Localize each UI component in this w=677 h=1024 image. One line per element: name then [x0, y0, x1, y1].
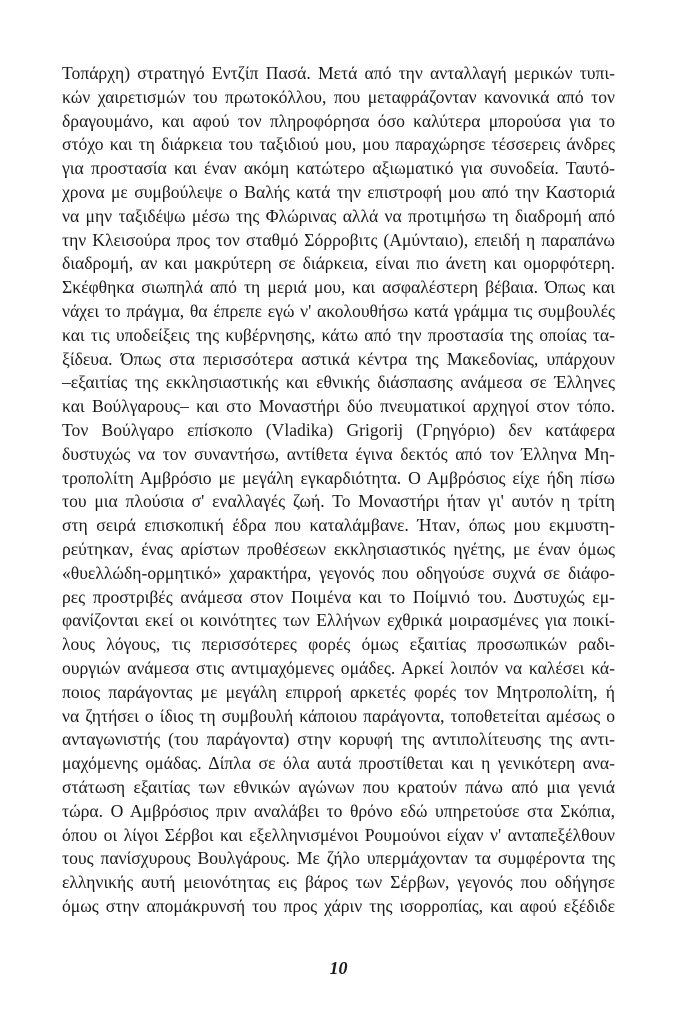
text-line: τροπολίτη Αμβρόσιο με μεγάλη εγκαρδιότητα. Ο Αμβρόσιος είχε ήδη πίσω [62, 467, 615, 488]
text-line: όπου οι λίγοι Σέρβοι και εξελληνισμένοι Ρουμούνοι είχαν ν' ανταπεξέλθουν [62, 824, 615, 845]
text-line: φανίζονται εκεί οι κοινότητες των Ελλήνων εχθρικά μοιρασμένες για ποικί- [62, 610, 615, 631]
text-line: νάχει το πράγμα, θα έπρεπε εγώ ν' ακολουθήσω κατά γράμμα τις συμβουλές [62, 300, 615, 321]
page-number: 10 [329, 958, 348, 978]
text-line: όμως στην απομάκρυνσή του προς χάριν της ισορροπίας, και αφού εξέδιδε [62, 895, 615, 916]
body-text [62, 62, 615, 919]
text-line: «θυελλώδη-ορμητικό» χαρακτήρα, γεγονός που οδηγούσε συχνά σε διάφο- [62, 562, 615, 583]
text-line: χρονα με συμβούλεψε ο Βαλής κατά την επιστροφή μου από την Καστοριά [62, 181, 615, 202]
text-line: λους λόγους, τις περισσότερες φορές όμως εξαιτίας προσωπικών ραδι- [62, 634, 615, 655]
text-line: τους πανίσχυρους Βουλγάρους. Με ζήλο υπερμάχονταν τα συμφέροντα της [62, 848, 615, 869]
text-line: ανταγωνιστής (του παράγοντα) στην κορυφή της αντιπολίτευσης της αντι- [62, 729, 615, 750]
text-line: και τις υποδείξεις της κυβέρνησης, κάτω από την προστασία της οποίας τα- [62, 324, 615, 345]
text-line: δυστυχώς να τον συναντήσω, αντίθετα έγινα δεκτός από τον Έλληνα Μη- [62, 443, 615, 464]
text-line: δραγουμάνο, και αφού τον πληροφόρησα όσο καλύτερα μπορούσα για το [62, 110, 615, 131]
text-line: ξίδευα. Όπως στα περισσότερα αστικά κέντρα της Μακεδονίας, υπάρχουν [62, 348, 615, 369]
text-line: κών χαιρετισμών του πρωτοκόλλου, που μεταφράζονταν κανονικά από τον [62, 86, 615, 107]
text-line: και Βούλγαρους– και στο Μοναστήρι δύο πνευματικοί αρχηγοί στον τόπο. [62, 396, 615, 417]
text-line: να ζητήσει ο ίδιος τη συμβουλή κάποιου παράγοντα, τοποθετείται αμέσως ο [62, 705, 615, 726]
text-line: στη σειρά επισκοπική έδρα που καταλάμβανε. Ήταν, όπως μου εκμυστη- [62, 515, 615, 536]
text-line: ρες προστριβές ανάμεσα στον Ποιμένα και το Ποίμνιό του. Δυστυχώς εμ- [62, 586, 615, 607]
text-line: Σκέφθηκα σιωπηλά από τη μεριά μου, και ασφαλέστερη βέβαια. Όπως και [62, 277, 615, 298]
text-line: για προστασία και έναν ακόμη κατώτερο αξιωματικό για συνοδεία. Ταυτό- [62, 158, 615, 179]
text-line: στόχο και τη διάρκεια του ταξιδιού μου, μου παραχώρησε τέσσερεις άνδρες [62, 134, 615, 155]
text-line: ελληνικής αυτή μειονότητας εις βάρος των Σέρβων, γεγονός που οδήγησε [62, 872, 615, 893]
text-line: ρεύτηκαν, ένας αρίστων προθέσεων εκκλησιαστικός ηγέτης, με έναν όμως [62, 538, 615, 559]
text-line: ποιος παράγοντας με μεγάλη επιρροή αρκετές φορές τον Μητροπολίτη, ή [62, 681, 615, 702]
text-line: ουργιών ανάμεσα στις αντιμαχόμενες ομάδες. Αρκεί λοιπόν να καλέσει κά- [62, 657, 615, 678]
text-line: τώρα. Ο Αμβρόσιος πριν αναλάβει το θρόνο εδώ υπηρετούσε στα Σκόπια, [62, 800, 615, 821]
text-line: –εξαιτίας της εκκλησιαστικής και εθνικής διάσπασης ανάμεσα σε Έλληνες [62, 372, 615, 393]
text-line: μαχόμενης ομάδας. Δίπλα σε όλα αυτά προστίθεται και η γενικότερη ανα- [62, 753, 615, 774]
text-line: διαδρομή, αν και μακρύτερη σε διάρκεια, είναι πιο άνετη και ομορφότερη. [62, 253, 615, 274]
text-line: στάτωση εξαιτίας των εθνικών αγώνων που κρατούν πάνω από μια γενιά [62, 776, 615, 797]
text-line: του μια πλούσια σ' εναλλαγές ζωή. Το Μοναστήρι ήταν γι' αυτόν η τρίτη [62, 491, 615, 512]
text-line: να μην ταξιδέψω μέσω της Φλώρινας αλλά να προτιμήσω τη διαδρομή από [62, 205, 615, 226]
text-line: την Κλεισούρα προς τον σταθμό Σόρροβιτς (Αμύνταιο), επειδή η παραπάνω [62, 229, 615, 250]
text-line: Τοπάρχη) στρατηγό Εντζίπ Πασά. Μετά από την ανταλλαγή μερικών τυπι- [62, 63, 615, 83]
text-line: Τον Βούλγαρο επίσκοπο (Vladika) Grigorij (Γρηγόριο) δεν κατάφερα [62, 419, 615, 440]
